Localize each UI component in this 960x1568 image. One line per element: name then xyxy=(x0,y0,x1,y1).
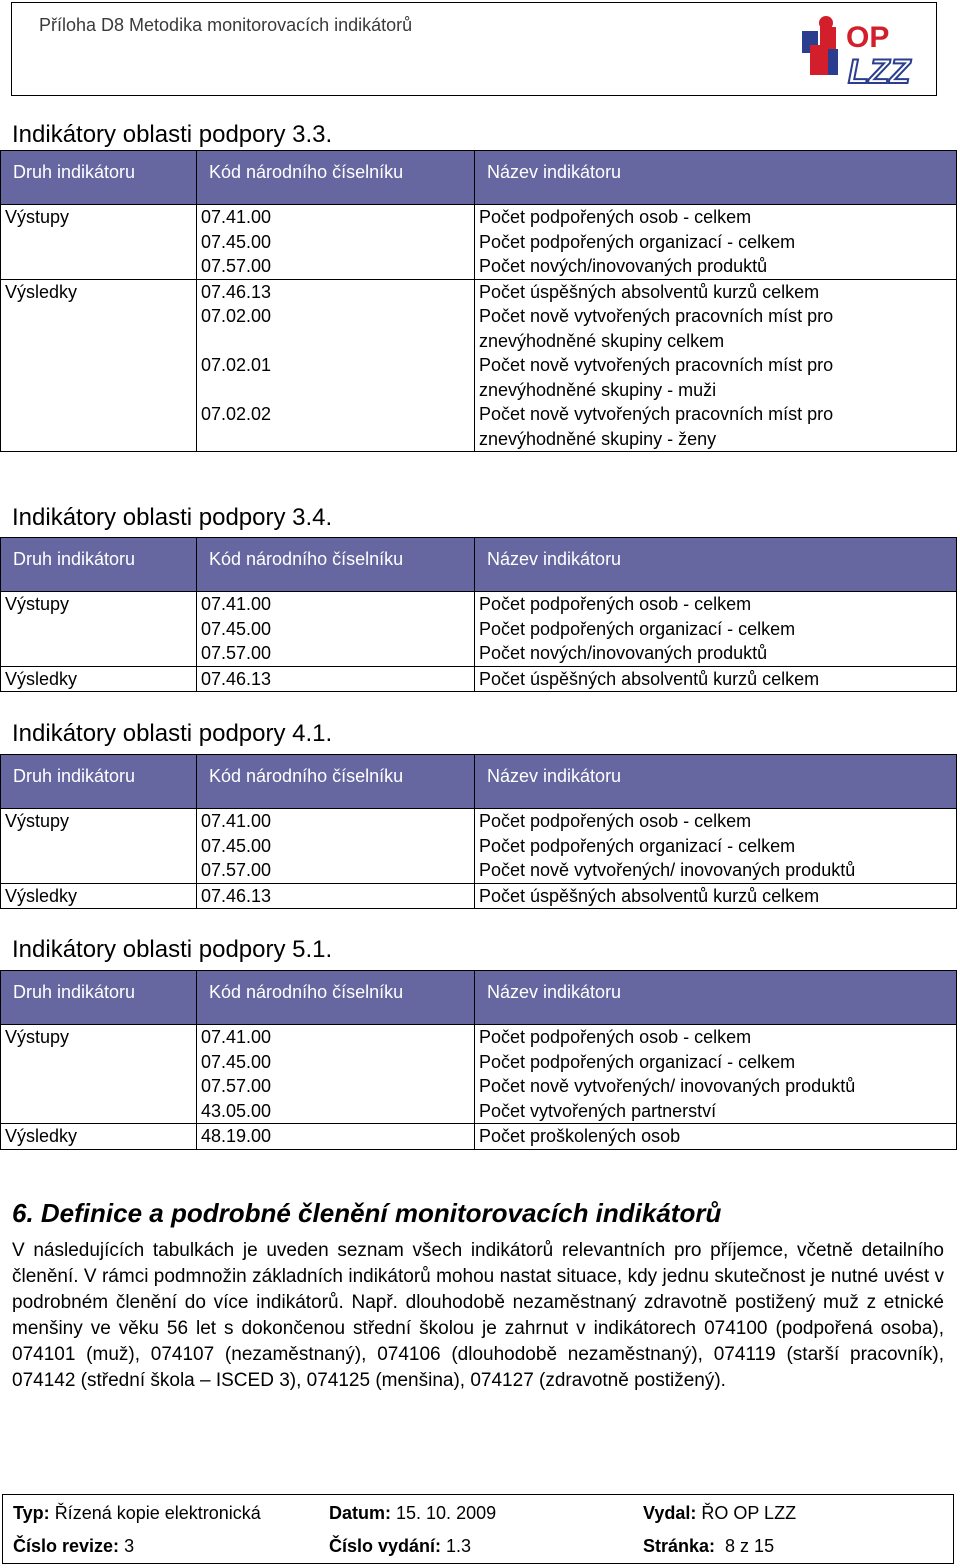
indicator-type: Výsledky xyxy=(1,1124,197,1150)
indicator-code: 07.46.13 xyxy=(197,883,475,909)
indicator-type xyxy=(1,353,197,402)
indicator-code: 07.57.00 xyxy=(197,254,475,279)
indicator-type xyxy=(1,834,197,859)
footer-typ xyxy=(13,1503,261,1524)
table-header-row xyxy=(1,971,957,1025)
section-title: Indikátory oblasti podpory 4.1. xyxy=(12,720,333,747)
indicator-code: 48.19.00 xyxy=(197,1124,475,1150)
footer-stranka-label: Stránka: xyxy=(643,1536,716,1556)
table-row xyxy=(1,883,957,909)
indicator-code: 43.05.00 xyxy=(197,1099,475,1124)
table-row xyxy=(1,205,957,230)
indicator-name: Počet nově vytvořených/ inovovaných produktů xyxy=(475,1074,957,1099)
footer-revize-value: 3 xyxy=(124,1536,135,1556)
footer-vydal xyxy=(643,1503,796,1524)
footer-datum-value: 15. 10. 2009 xyxy=(396,1503,497,1523)
table-row xyxy=(1,1124,957,1150)
document-footer xyxy=(2,1494,954,1564)
footer-datum-label: Datum: xyxy=(329,1503,391,1523)
indicator-code: 07.46.13 xyxy=(197,279,475,304)
indicator-name: Počet úspěšných absolventů kurzů celkem xyxy=(475,883,957,909)
indicator-table xyxy=(0,150,957,452)
indicator-code: 07.02.02 xyxy=(197,402,475,452)
indicator-type xyxy=(1,858,197,883)
column-header-type: Druh indikátoru xyxy=(1,755,197,809)
indicator-type xyxy=(1,641,197,666)
indicator-name: Počet nově vytvořených pracovních míst pro znevýhodněné skupiny celkem xyxy=(475,304,957,353)
indicator-code: 07.41.00 xyxy=(197,809,475,834)
table-row xyxy=(1,834,957,859)
indicator-name: Počet nových/inovovaných produktů xyxy=(475,641,957,666)
indicator-name: Počet podpořených osob - celkem xyxy=(475,205,957,230)
indicator-type xyxy=(1,617,197,642)
indicator-name: Počet podpořených organizací - celkem xyxy=(475,617,957,642)
header-title: Příloha D8 Metodika monitorovacích indikátorů xyxy=(39,15,413,35)
column-header-type: Druh indikátoru xyxy=(1,538,197,592)
indicator-code: 07.57.00 xyxy=(197,858,475,883)
indicator-type: Výstupy xyxy=(1,1025,197,1050)
column-header-type: Druh indikátoru xyxy=(1,151,197,205)
table-row xyxy=(1,1074,957,1099)
table-row xyxy=(1,1099,957,1124)
footer-vydani xyxy=(329,1536,471,1557)
indicator-table xyxy=(0,754,957,909)
indicator-code: 07.41.00 xyxy=(197,592,475,617)
column-header-name: Název indikátoru xyxy=(475,971,957,1025)
table-row xyxy=(1,230,957,255)
indicator-code: 07.45.00 xyxy=(197,617,475,642)
indicator-name: Počet podpořených osob - celkem xyxy=(475,592,957,617)
table-header-row xyxy=(1,755,957,809)
indicator-code: 07.46.13 xyxy=(197,666,475,692)
table-row xyxy=(1,254,957,279)
indicator-name: Počet podpořených organizací - celkem xyxy=(475,230,957,255)
indicator-code: 07.45.00 xyxy=(197,834,475,859)
indicator-name: Počet proškolených osob xyxy=(475,1124,957,1150)
indicator-type xyxy=(1,1074,197,1099)
indicator-type xyxy=(1,1050,197,1075)
indicator-type xyxy=(1,230,197,255)
footer-datum xyxy=(329,1503,496,1524)
indicator-name: Počet podpořených organizací - celkem xyxy=(475,1050,957,1075)
table-row xyxy=(1,592,957,617)
indicator-code: 07.41.00 xyxy=(197,1025,475,1050)
indicator-name: Počet podpořených osob - celkem xyxy=(475,809,957,834)
svg-text:OP: OP xyxy=(846,21,890,54)
section-title: Indikátory oblasti podpory 5.1. xyxy=(12,936,333,963)
column-header-code: Kód národního číselníku xyxy=(197,538,475,592)
table-row xyxy=(1,279,957,304)
indicator-code: 07.57.00 xyxy=(197,641,475,666)
indicator-name: Počet vytvořených partnerství xyxy=(475,1099,957,1124)
indicator-type: Výstupy xyxy=(1,809,197,834)
table-row xyxy=(1,641,957,666)
table-row xyxy=(1,809,957,834)
indicator-name: Počet podpořených osob - celkem xyxy=(475,1025,957,1050)
table-row xyxy=(1,304,957,353)
column-header-name: Název indikátoru xyxy=(475,538,957,592)
footer-vydani-value: 1.3 xyxy=(446,1536,472,1556)
section-title: Indikátory oblasti podpory 3.4. xyxy=(12,504,333,531)
indicator-code: 07.45.00 xyxy=(197,1050,475,1075)
column-header-name: Název indikátoru xyxy=(475,755,957,809)
indicator-type: Výsledky xyxy=(1,883,197,909)
indicator-type: Výstupy xyxy=(1,592,197,617)
column-header-code: Kód národního číselníku xyxy=(197,755,475,809)
footer-revize-label: Číslo revize: xyxy=(13,1536,120,1556)
svg-text:LZZ: LZZ xyxy=(848,53,911,91)
page-header xyxy=(11,2,937,96)
footer-vydal-value: ŘO OP LZZ xyxy=(701,1503,797,1523)
table-row xyxy=(1,1025,957,1050)
indicator-code: 07.41.00 xyxy=(197,205,475,230)
footer-vydal-label: Vydal: xyxy=(643,1503,697,1523)
indicator-name: Počet nově vytvořených pracovních míst pro znevýhodněné skupiny - muži xyxy=(475,353,957,402)
indicator-name: Počet nově vytvořených pracovních míst pro znevýhodněné skupiny - ženy xyxy=(475,402,957,452)
chapter-heading: 6. Definice a podrobné členění monitorovacích indikátorů xyxy=(12,1198,722,1228)
indicator-type xyxy=(1,1099,197,1124)
section-title: Indikátory oblasti podpory 3.3. xyxy=(12,121,333,148)
op-lzz-logo xyxy=(802,9,922,93)
footer-typ-label: Typ: xyxy=(13,1503,50,1523)
indicator-code: 07.45.00 xyxy=(197,230,475,255)
table-row xyxy=(1,858,957,883)
indicator-name: Počet nových/inovovaných produktů xyxy=(475,254,957,279)
column-header-type: Druh indikátoru xyxy=(1,971,197,1025)
indicator-name: Počet úspěšných absolventů kurzů celkem xyxy=(475,279,957,304)
table-row xyxy=(1,1050,957,1075)
indicator-type: Výsledky xyxy=(1,666,197,692)
indicator-type xyxy=(1,304,197,353)
indicator-type: Výstupy xyxy=(1,205,197,230)
column-header-code: Kód národního číselníku xyxy=(197,151,475,205)
column-header-name: Název indikátoru xyxy=(475,151,957,205)
footer-revize xyxy=(13,1536,134,1557)
indicator-name: Počet nově vytvořených/ inovovaných produktů xyxy=(475,858,957,883)
indicator-name: Počet podpořených organizací - celkem xyxy=(475,834,957,859)
footer-stranka-value: 8 z 15 xyxy=(725,1536,775,1556)
table-header-row xyxy=(1,151,957,205)
chapter-paragraph: V následujících tabulkách je uveden seznam všech indikátorů relevantních pro příjemce, včetně detailního členění. V rámci podmnožin základních indikátorů mohou nastat situace, kdy jednu skutečnost je nutné uvést v podrobném členění do více indikátorů. Např. dlouhodobě nezaměstnaný zdravotně postižený muž z etnické menšiny ve věku 56 let s dokončenou střední školou je zahrnut v indikátorech 074100 (podpořená osoba), 074101 (muž), 074107 (nezaměstnaný), 074106 (dlouhodobě nezaměstnaný), 074119 (starší pracovník), 074142 (střední škola – ISCED 3), 074125 (menšina), 074127 (zdravotně postižený). xyxy=(12,1240,944,1391)
footer-stranka xyxy=(643,1536,774,1557)
indicator-type: Výsledky xyxy=(1,279,197,304)
indicator-table xyxy=(0,970,957,1150)
indicator-table xyxy=(0,537,957,692)
indicator-code: 07.02.00 xyxy=(197,304,475,353)
table-header-row xyxy=(1,538,957,592)
table-row xyxy=(1,617,957,642)
indicator-code: 07.02.01 xyxy=(197,353,475,402)
footer-vydani-label: Číslo vydání: xyxy=(329,1536,442,1556)
column-header-code: Kód národního číselníku xyxy=(197,971,475,1025)
indicator-type xyxy=(1,402,197,452)
indicator-type xyxy=(1,254,197,279)
indicator-name: Počet úspěšných absolventů kurzů celkem xyxy=(475,666,957,692)
table-row xyxy=(1,666,957,692)
footer-typ-value: Řízená kopie elektronická xyxy=(54,1503,261,1523)
table-row xyxy=(1,353,957,402)
indicator-code: 07.57.00 xyxy=(197,1074,475,1099)
table-row xyxy=(1,402,957,452)
